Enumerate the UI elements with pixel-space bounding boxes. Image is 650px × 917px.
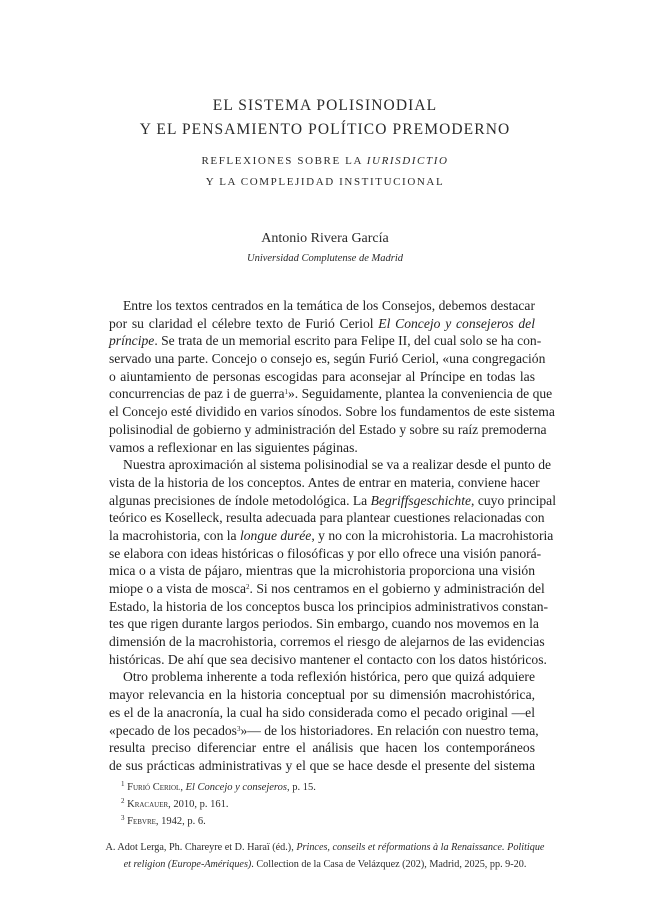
footnote-1: $^1$ Furió Ceriol, El Concejo y consejeros, p. 15.	[121, 780, 316, 793]
footnote-ref: 3	[236, 724, 241, 733]
body-text	[109, 297, 556, 775]
subtitle-line-1: REFLEXIONES SOBRE LA IURISDICTIO	[201, 155, 449, 167]
author-affiliation: Universidad Complutense de Madrid	[246, 253, 404, 264]
footnotes	[121, 779, 316, 830]
footnote-2: $^2$ Kracauer, 2010, p. 161.	[121, 797, 229, 810]
footnote-ref: 1	[284, 388, 288, 397]
body-line: por su claridad el célebre texto de Furió Ceriol El Concejo y consejeros del	[109, 315, 535, 331]
body-line: teórico es Koselleck, resulta adecuada para plantear cuestiones relacionadas con	[109, 510, 545, 526]
body-line: se elabora con ideas históricas o filosóficas y por ello ofrece una visión panorá-	[109, 545, 542, 561]
citation-line-2: et religion (Europe-Amériques). Collection de la Casa de Velázquez (202), Madrid, 2025, pp. 9-20.	[123, 859, 527, 870]
body-line: históricas. De ahí que sea decisivo mantener el contacto con los datos históricos.	[109, 651, 547, 667]
body-line: resulta preciso diferenciar entre el análisis que hacen los contemporáneos	[109, 740, 535, 756]
chapter-subtitle	[0, 151, 650, 193]
body-line: Otro problema inherente a toda reflexión histórica, pero que quizá adquiere	[123, 669, 535, 685]
citation-line-1: A. Adot Lerga, Ph. Chareyre et D. Haraï (éd.), Princes, conseils et réformations à la Renaissance. Politique	[105, 842, 545, 853]
body-line: príncipe. Se trata de un memorial escrito para Felipe II, del cual solo se ha con-	[109, 333, 542, 349]
body-line: vista de la historia de los conceptos. Antes de entrar en materia, conviene hacer	[109, 474, 540, 490]
book-citation	[0, 839, 650, 873]
subtitle-line-2: Y LA COMPLEJIDAD INSTITUCIONAL	[205, 176, 445, 188]
body-line: o aiuntamiento de personas escogidas para aconsejar al Príncipe en todas las	[109, 368, 535, 384]
chapter-title	[0, 94, 650, 142]
body-line: Nuestra aproximación al sistema polisinodial se va a realizar desde el punto de	[123, 457, 552, 473]
chapter-title-line-2: Y EL PENSAMIENTO POLÍTICO PREMODERNO	[139, 121, 511, 138]
chapter-title-line-1: EL SISTEMA POLISINODIAL	[212, 97, 438, 114]
body-line: tes que rigen durante largos periodos. Sin embargo, cuando nos movemos en la	[109, 616, 539, 632]
body-line: miope o a vista de mosca$^2$. Si nos centramos en el gobierno y administración del	[109, 581, 545, 596]
body-line: mayor relevancia en la historia conceptual por su dimensión macrohistórica,	[109, 687, 535, 703]
body-line: Estado, la historia de los conceptos busca los principios administrativos constan-	[109, 598, 549, 614]
author-name: Antonio Rivera García	[261, 231, 389, 246]
footnote-3: $^3$ Febvre, 1942, p. 6.	[121, 814, 206, 827]
footnote-ref: 2	[246, 583, 250, 591]
body-line: la macrohistoria, con la longue durée, y no con la microhistoria. La macrohistoria	[109, 527, 554, 543]
body-line: servado una parte. Concejo o consejo es, según Furió Ceriol, «una congregación	[109, 351, 546, 367]
body-line: dimensión de la macrohistoria, corremos el riesgo de alejarnos de las evidencias	[109, 634, 545, 650]
body-line: polisinodial de gobierno y administración del Estado y sobre su raíz premoderna	[109, 421, 547, 437]
body-line: vamos a reflexionar en las siguientes páginas.	[109, 439, 358, 455]
body-line: es el de la anacronía, la cual ha sido considerada como el pecado original —el	[109, 704, 535, 720]
body-line: «pecado de los pecados$^3$»— de los historiadores. En relación con nuestro tema,	[109, 722, 539, 738]
body-line: concurrencias de paz i de guerra$^1$». Seguidamente, plantea la conveniencia de que	[109, 386, 553, 402]
body-line: algunas precisiones de índole metodológica. La Begriffsgeschichte, cuyo principal	[109, 492, 556, 508]
body-line: el Concejo esté dividido en varios sínodos. Sobre los fundamentos de este sistema	[109, 404, 555, 420]
body-line: de sus prácticas administrativas y el que se hace desde el presente del sistema	[109, 757, 535, 773]
body-line: mica o a vista de pájaro, mientras que la microhistoria proporciona una visión	[109, 563, 535, 579]
body-line: Entre los textos centrados en la temática de los Consejos, debemos destacar	[123, 298, 535, 313]
